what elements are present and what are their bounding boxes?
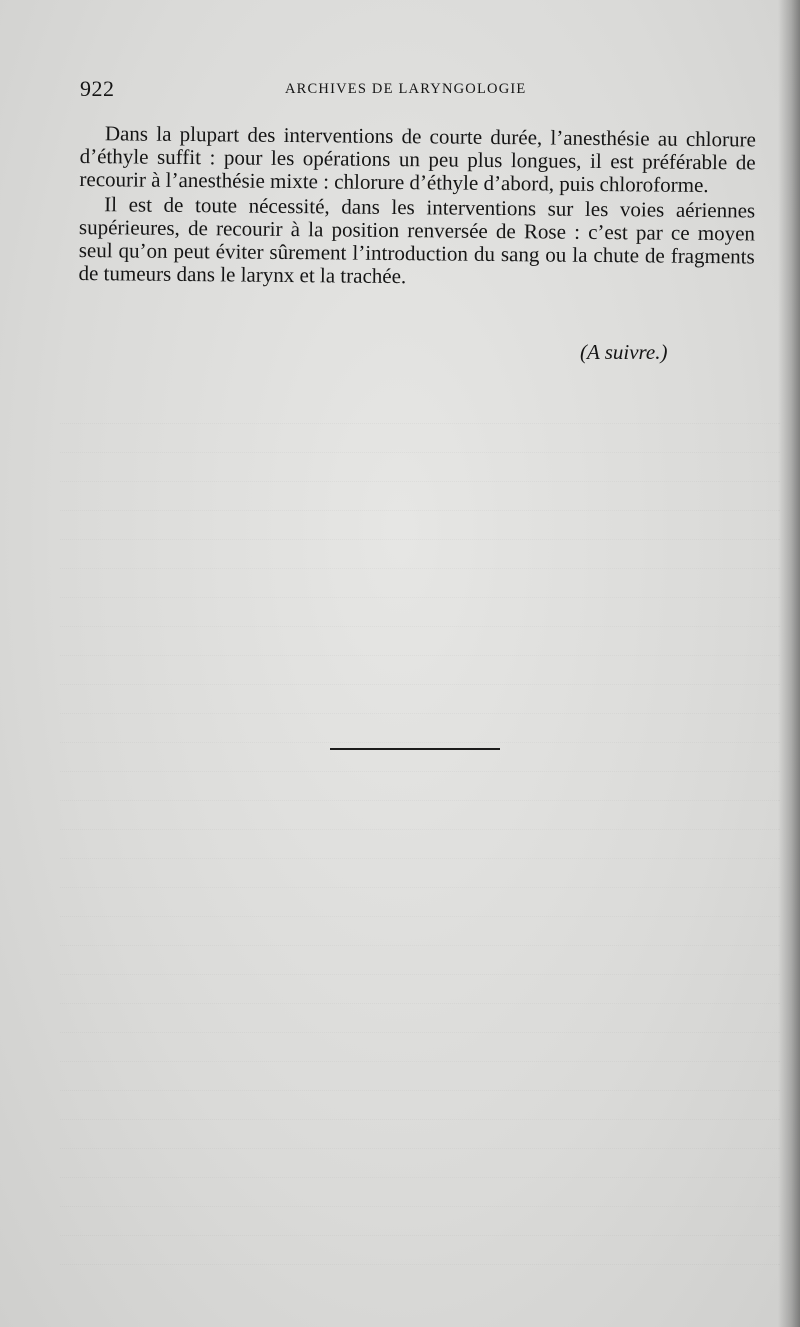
show-through-texture: [60, 395, 780, 1295]
page-edge-shadow: [778, 0, 800, 1327]
page-number: 922: [80, 76, 115, 101]
running-header: [80, 76, 740, 100]
paragraph: Il est de toute nécessité, dans les interventions sur les voies aériennes supérieures, de recourir à la position renversée de Rose : c’est par ce moyen seul qu’on peut éviter sûrement l’introduction du sang ou la chute de fragments de tumeurs dans le larynx et la trachée.: [78, 191, 756, 289]
body-text: [78, 122, 756, 292]
paragraph: Dans la plupart des interventions de courte durée, l’anesthésie au chlorure d’éthyle suffit : pour les opérations un peu plus longues, il est préférable de recourir à l’anesthésie mixte : chlorure d’éthyle d’abord, puis chloroforme.: [79, 121, 756, 198]
section-divider: [330, 748, 500, 750]
to-be-continued-note: (A suivre.): [580, 340, 668, 364]
running-title: ARCHIVES DE LARYNGOLOGIE: [285, 81, 527, 97]
